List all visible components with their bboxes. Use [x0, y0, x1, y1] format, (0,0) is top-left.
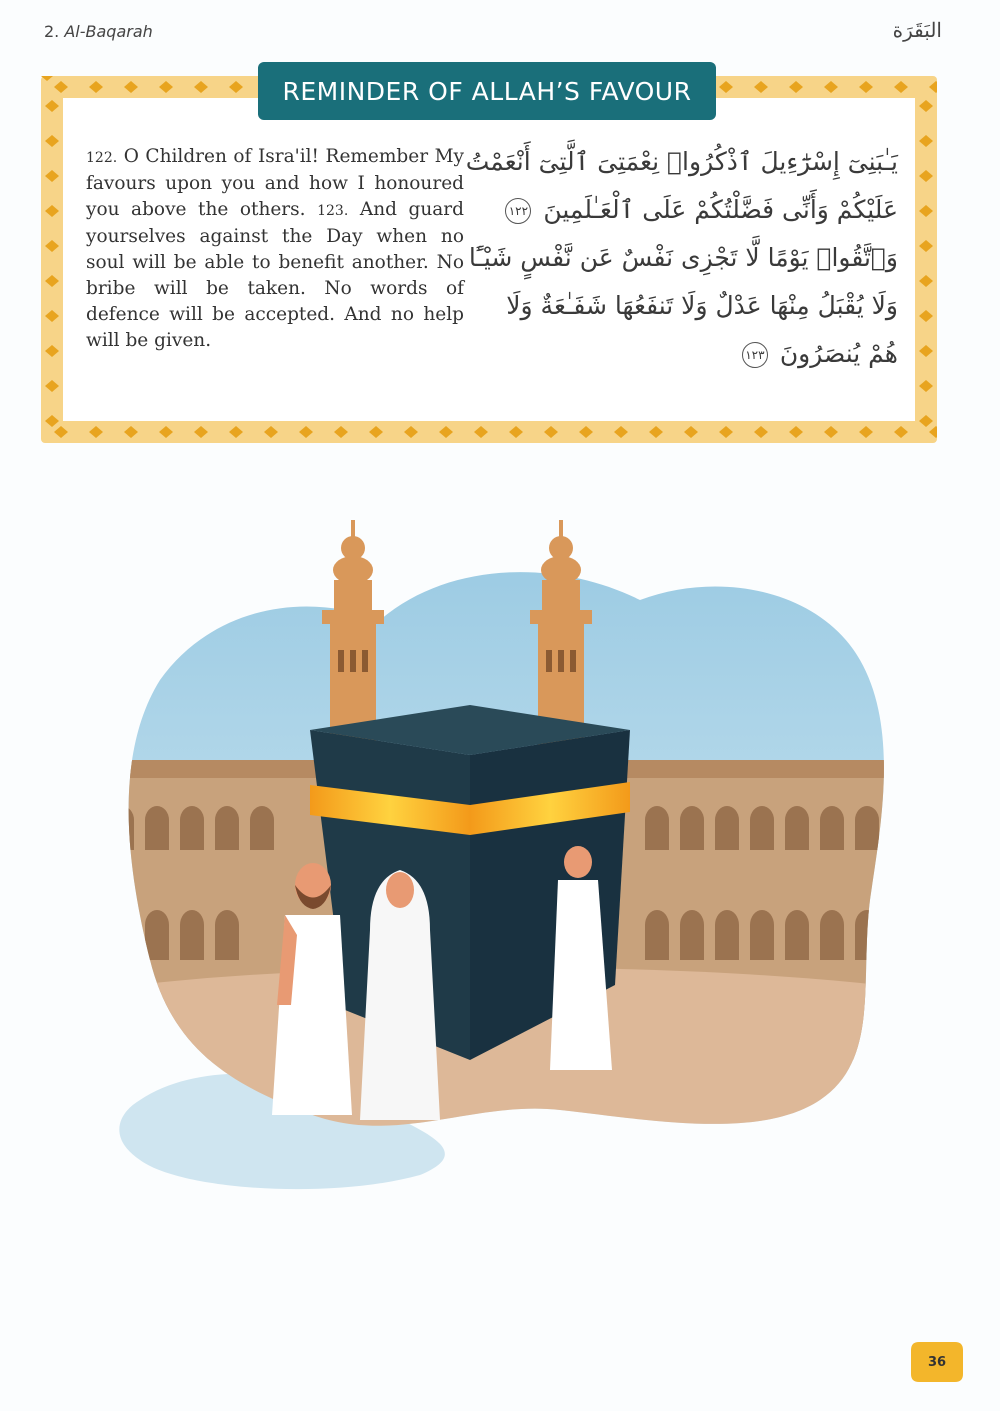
frame-ornament-diamond	[754, 426, 768, 438]
frame-ornament-diamond	[264, 426, 278, 438]
frame-ornament-diamond	[919, 170, 933, 182]
frame-ornament-diamond	[54, 426, 68, 438]
frame-ornament-diamond	[229, 81, 243, 93]
frame-ornament-diamond	[754, 81, 768, 93]
frame-ornament-diamond	[89, 426, 103, 438]
frame-ornament-diamond	[509, 426, 523, 438]
frame-ornament-diamond	[919, 415, 933, 427]
arabic-line-2-text: عَلَيْكُمْ وَأَنِّى فَضَّلْتُكُمْ عَلَى ٱلْعَـٰلَمِينَ	[543, 195, 898, 224]
frame-ornament-diamond	[919, 135, 933, 147]
frame-ornament-diamond	[614, 426, 628, 438]
frame-ornament-diamond	[919, 100, 933, 112]
frame-ornament-diamond	[439, 426, 453, 438]
arabic-line-1: يَـٰبَنِىٓ إِسْرَٰٓءِيلَ ٱذْكُرُوا۟ نِعْمَتِىَ ٱلَّتِىٓ أَنْعَمْتُ	[465, 147, 898, 176]
frame-ornament-diamond	[45, 380, 59, 392]
running-header-chapter	[44, 22, 153, 41]
verse-number-123: 123.	[317, 203, 349, 219]
frame-ornament-diamond	[124, 426, 138, 438]
frame-ornament-diamond	[684, 426, 698, 438]
arabic-line-4: وَلَا يُقْبَلُ مِنْهَا عَدْلٌ وَلَا تَنفَعُهَا شَفَـٰعَةٌ وَلَا	[506, 291, 898, 320]
frame-ornament-diamond	[334, 426, 348, 438]
frame-ornament-diamond	[89, 81, 103, 93]
frame-ornament-diamond	[159, 426, 173, 438]
frame-ornament-diamond	[194, 426, 208, 438]
frame-ornament-diamond	[919, 310, 933, 322]
frame-ornament-diamond	[124, 81, 138, 93]
frame-ornament-diamond	[54, 81, 68, 93]
frame-ornament-diamond	[894, 81, 908, 93]
frame-ornament-diamond	[919, 240, 933, 252]
kaaba-pilgrims-illustration	[0, 500, 1000, 1200]
frame-ornament-diamond	[929, 81, 937, 93]
frame-ornament-diamond	[45, 240, 59, 252]
frame-ornament-diamond	[369, 426, 383, 438]
frame-ornament-diamond	[45, 415, 59, 427]
section-title: REMINDER OF ALLAH’S FAVOUR	[258, 62, 716, 120]
arabic-line-5	[478, 330, 898, 378]
arabic-line-5-text: هُمْ يُنصَرُونَ	[779, 339, 898, 368]
verse-number-122: 122.	[86, 150, 118, 166]
chapter-number: 2.	[44, 22, 60, 41]
frame-ornament-diamond	[45, 275, 59, 287]
frame-ornament-diamond	[579, 426, 593, 438]
frame-ornament-diamond	[824, 81, 838, 93]
frame-ornament-diamond	[45, 205, 59, 217]
frame-ornament-diamond	[474, 426, 488, 438]
ayah-marker-122: ١٢٢	[505, 198, 531, 224]
frame-ornament-diamond	[404, 426, 418, 438]
frame-ornament-diamond	[649, 426, 663, 438]
frame-ornament-diamond	[719, 426, 733, 438]
frame-ornament-diamond	[919, 275, 933, 287]
frame-ornament-diamond	[719, 81, 733, 93]
frame-ornament-diamond	[194, 81, 208, 93]
frame-ornament-diamond	[45, 135, 59, 147]
frame-ornament-diamond	[229, 426, 243, 438]
frame-ornament-diamond	[859, 81, 873, 93]
frame-ornament-diamond	[299, 426, 313, 438]
frame-ornament-diamond	[789, 426, 803, 438]
verse-123-text: And guard yourselves against the Day when no soul will be able to benefit another. No bribe will be taken. No words of defence will be accepted. And no help will be given.	[86, 199, 464, 351]
frame-ornament-diamond	[45, 310, 59, 322]
frame-ornament-diamond	[919, 205, 933, 217]
chapter-name: Al-Baqarah	[64, 22, 153, 41]
frame-ornament-diamond	[159, 81, 173, 93]
arabic-line-2	[478, 186, 898, 234]
frame-ornament-diamond	[919, 345, 933, 357]
translation-text	[86, 144, 464, 354]
frame-ornament-diamond	[45, 345, 59, 357]
page-number: 36	[927, 1354, 947, 1370]
frame-ornament-diamond	[824, 426, 838, 438]
chapter-name-arabic: البَقَرَة	[892, 18, 942, 42]
frame-ornament-diamond	[789, 81, 803, 93]
frame-ornament-diamond	[919, 380, 933, 392]
frame-ornament-diamond	[544, 426, 558, 438]
arabic-line-3: وَٱتَّقُوا۟ يَوْمًا لَّا تَجْزِى نَفْسٌ عَن نَّفْسٍ شَيْـًٔا	[468, 243, 898, 272]
ayah-marker-123: ١٢٣	[742, 342, 768, 368]
verse-122-text: O Children of Isra'il! Remember My favours upon you and how I honoured you above the others.	[86, 146, 464, 220]
pilgrim-woman	[360, 870, 440, 1120]
frame-ornament-diamond	[45, 100, 59, 112]
frame-ornament-diamond	[45, 170, 59, 182]
frame-ornament-diamond	[859, 426, 873, 438]
frame-ornament-diamond	[894, 426, 908, 438]
frame-ornament-diamond	[929, 426, 937, 438]
arabic-verses	[465, 138, 898, 378]
page-number-badge	[911, 1342, 963, 1382]
